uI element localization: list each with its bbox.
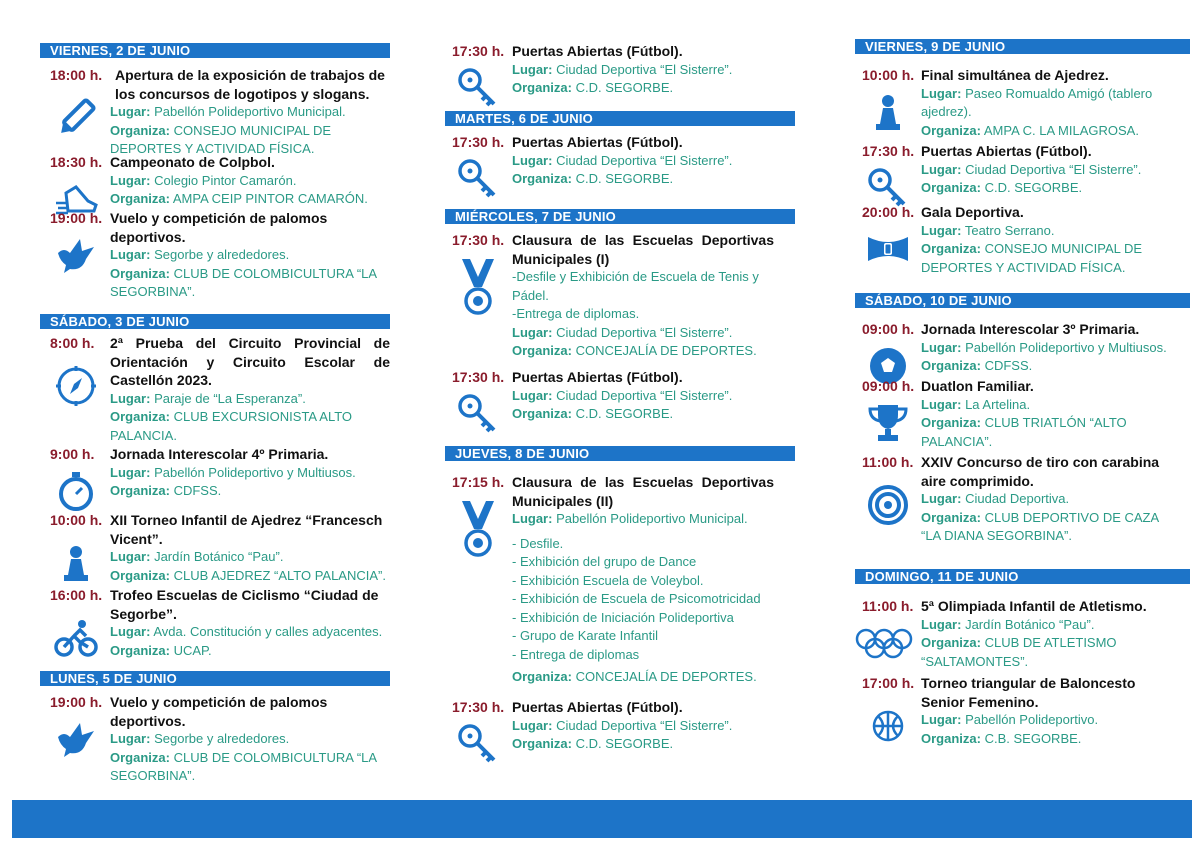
detail-text: C.D. SEGORBE. bbox=[575, 171, 674, 186]
event-title: Jornada Interescolar 3º Primaria. bbox=[921, 321, 1140, 337]
event-title: Trofeo Escuelas de Ciclismo “Ciudad de Segorbe”. bbox=[110, 587, 379, 622]
detail-text: Ciudad Deportiva “El Sisterre”. bbox=[965, 161, 1142, 177]
event-detail bbox=[512, 268, 774, 305]
event-detail bbox=[512, 405, 774, 424]
detail-text: Pabellón Polideportivo. bbox=[965, 712, 1099, 727]
event-detail bbox=[921, 240, 1179, 277]
event-time: 8:00 h. bbox=[50, 335, 95, 351]
detail-label: Lugar: bbox=[110, 731, 151, 746]
detail-label: Lugar: bbox=[921, 712, 962, 727]
medal-icon bbox=[456, 257, 500, 317]
detail-text: C.D. SEGORBE. bbox=[575, 80, 674, 95]
detail-text: CONCEJALÍA DE DEPORTES. bbox=[575, 343, 757, 358]
event-time: 11:00 h. bbox=[862, 598, 914, 614]
detail-label: Lugar: bbox=[110, 464, 151, 480]
event-detail bbox=[512, 535, 774, 554]
event-time: 20:00 h. bbox=[862, 204, 915, 220]
detail-text: Ciudad Deportiva “El Sisterre”. bbox=[556, 387, 733, 403]
cyclist-icon bbox=[54, 616, 98, 660]
detail-text: La Artelina. bbox=[965, 396, 1031, 412]
detail-text: Jardín Botánico “Pau”. bbox=[965, 616, 1095, 632]
event-time: 09:00 h. bbox=[862, 321, 915, 337]
event-detail bbox=[512, 510, 774, 529]
event-body bbox=[110, 66, 390, 159]
detail-label: Lugar: bbox=[921, 85, 962, 101]
compass-icon bbox=[54, 364, 98, 408]
event-detail bbox=[512, 305, 774, 324]
event-detail bbox=[110, 567, 390, 586]
detail-label: Organiza: bbox=[921, 730, 981, 746]
day-header: SÁBADO, 10 DE JUNIO bbox=[855, 293, 1190, 308]
event-detail bbox=[110, 548, 390, 567]
event-title: XXIV Concurso de tiro con carabina aire comprimido. bbox=[921, 454, 1160, 489]
olympic-rings-icon bbox=[854, 621, 914, 665]
detail-label: Lugar: bbox=[110, 247, 151, 262]
detail-label: Lugar: bbox=[110, 549, 151, 564]
detail-label: Lugar: bbox=[921, 339, 962, 355]
detail-label: Organiza: bbox=[921, 180, 981, 195]
detail-text: C.D. SEGORBE. bbox=[575, 406, 674, 421]
detail-text: - Exhibición de Iniciación Polideportiva bbox=[512, 609, 734, 625]
detail-text: Segorbe y alrededores. bbox=[154, 247, 290, 262]
detail-label: Lugar: bbox=[512, 152, 553, 168]
detail-label: Lugar: bbox=[921, 396, 962, 412]
event-detail bbox=[110, 730, 390, 749]
event-time: 9:00 h. bbox=[50, 446, 95, 462]
footer-band bbox=[12, 800, 1192, 838]
detail-text: C.D. SEGORBE. bbox=[984, 180, 1083, 195]
detail-text: Paseo Romualdo Amigó (tablero ajedrez). bbox=[921, 85, 1153, 119]
day-header: SÁBADO, 3 DE JUNIO bbox=[40, 314, 390, 329]
event-title: Vuelo y competición de palomos deportivos. bbox=[110, 210, 328, 245]
detail-label: Lugar: bbox=[110, 104, 151, 119]
key-icon bbox=[456, 157, 500, 201]
detail-text: Ciudad Deportiva “El Sisterre”. bbox=[556, 717, 733, 733]
detail-label: Organiza: bbox=[110, 191, 170, 206]
detail-text: Pabellón Polideportivo Municipal. bbox=[154, 104, 346, 119]
event-title: XII Torneo Infantil de Ajedrez “Francesch Vicent”. bbox=[110, 512, 383, 547]
day-header: VIERNES, 2 DE JUNIO bbox=[40, 43, 390, 58]
detail-text: - Exhibición del grupo de Dance bbox=[512, 554, 697, 569]
key-icon bbox=[456, 392, 500, 436]
event-detail bbox=[512, 646, 774, 665]
event-time: 10:00 h. bbox=[862, 67, 915, 83]
event-detail bbox=[921, 634, 1179, 671]
event-detail bbox=[512, 717, 774, 736]
event-time: 18:00 h. bbox=[50, 67, 103, 83]
event-detail bbox=[512, 79, 774, 98]
detail-label: Organiza: bbox=[110, 122, 170, 138]
event-time: 19:00 h. bbox=[50, 210, 103, 226]
detail-text: CLUB TRIATLÓN “ALTO PALANCIA”. bbox=[921, 415, 1127, 449]
event-detail bbox=[110, 408, 390, 445]
event-time: 10:00 h. bbox=[50, 512, 103, 528]
event-detail bbox=[921, 730, 1179, 749]
event-title: Gala Deportiva. bbox=[921, 204, 1024, 220]
detail-text: - Grupo de Karate Infantil bbox=[512, 628, 658, 643]
event-title: 2ª Prueba del Circuito Provincial de Orientación y Circuito Escolar de Castellón 2023. bbox=[110, 335, 390, 388]
detail-text: CONSEJO MUNICIPAL DE DEPORTES Y ACTIVIDAD FÍSICA. bbox=[921, 241, 1143, 275]
event-detail bbox=[110, 623, 390, 642]
event-body bbox=[110, 153, 390, 209]
event-detail bbox=[921, 616, 1179, 635]
detail-label: Lugar: bbox=[921, 616, 962, 632]
event-detail bbox=[921, 711, 1179, 730]
event-title: Campeonato de Colpbol. bbox=[110, 154, 275, 170]
event-detail bbox=[110, 103, 390, 122]
event-detail bbox=[921, 396, 1179, 415]
event-body bbox=[512, 698, 774, 754]
event-detail bbox=[512, 735, 774, 754]
target-icon bbox=[866, 483, 910, 527]
detail-text: Colegio Pintor Camarón. bbox=[154, 172, 297, 188]
detail-label: Organiza: bbox=[110, 642, 170, 658]
event-body bbox=[921, 674, 1179, 748]
event-detail bbox=[110, 190, 390, 209]
event-time: 11:00 h. bbox=[862, 454, 914, 470]
detail-text: Ciudad Deportiva “El Sisterre”. bbox=[556, 324, 733, 340]
event-title: Puertas Abiertas (Fútbol). bbox=[512, 43, 683, 59]
event-body bbox=[512, 368, 774, 424]
event-detail bbox=[921, 509, 1179, 546]
detail-label: Lugar: bbox=[512, 717, 553, 733]
event-body bbox=[921, 320, 1179, 376]
event-detail bbox=[921, 339, 1179, 358]
detail-label: Lugar: bbox=[512, 61, 553, 77]
detail-label: Organiza: bbox=[921, 415, 981, 430]
detail-label: Organiza: bbox=[110, 567, 170, 583]
detail-label: Organiza: bbox=[512, 736, 572, 751]
event-detail bbox=[512, 61, 774, 80]
event-detail bbox=[110, 642, 390, 661]
chess-pawn-icon bbox=[54, 541, 98, 585]
event-time: 17:30 h. bbox=[452, 369, 505, 385]
detail-label: Organiza: bbox=[921, 509, 981, 525]
detail-label: Organiza: bbox=[921, 241, 981, 256]
dove-icon bbox=[54, 717, 98, 761]
detail-label: Organiza: bbox=[921, 358, 981, 373]
detail-text: Jardín Botánico “Pau”. bbox=[154, 549, 284, 564]
detail-label: Organiza: bbox=[921, 635, 981, 650]
event-title: Final simultánea de Ajedrez. bbox=[921, 67, 1109, 83]
detail-text: - Exhibición de Escuela de Psicomotricidad bbox=[512, 591, 761, 606]
event-detail bbox=[512, 342, 774, 361]
detail-text: -Desfile y Exhibición de Escuela de Tenis y Pádel. bbox=[512, 269, 759, 303]
day-header: MIÉRCOLES, 7 DE JUNIO bbox=[445, 209, 795, 224]
event-detail bbox=[921, 85, 1179, 122]
detail-text: - Desfile. bbox=[512, 535, 564, 551]
event-detail bbox=[110, 749, 390, 786]
event-detail bbox=[512, 152, 774, 171]
detail-label: Lugar: bbox=[512, 511, 553, 526]
detail-text: CDFSS. bbox=[173, 483, 222, 498]
detail-text: AMPA CEIP PINTOR CAMARÓN. bbox=[172, 191, 368, 206]
detail-label: Organiza: bbox=[110, 409, 170, 424]
event-detail bbox=[110, 482, 390, 501]
event-detail bbox=[921, 357, 1179, 376]
detail-text: Teatro Serrano. bbox=[964, 222, 1055, 238]
event-body bbox=[921, 203, 1179, 277]
event-detail bbox=[110, 172, 390, 191]
event-title: Apertura de la exposición de trabajos de los concursos de logotipos y slogans. bbox=[115, 67, 385, 102]
event-title: Duatlon Familiar. bbox=[921, 378, 1034, 394]
detail-label: Organiza: bbox=[512, 343, 572, 358]
trophy-icon bbox=[866, 401, 910, 445]
event-body bbox=[921, 142, 1179, 198]
event-title: Clausura de las Escuelas Deportivas Municipales (II) bbox=[512, 474, 774, 509]
event-time: 17:30 h. bbox=[452, 232, 505, 248]
bow-tie-icon bbox=[866, 227, 910, 271]
event-body bbox=[921, 453, 1179, 546]
event-title: Puertas Abiertas (Fútbol). bbox=[512, 369, 683, 385]
event-time: 17:30 h. bbox=[862, 143, 915, 159]
event-title: Puertas Abiertas (Fútbol). bbox=[512, 134, 683, 150]
detail-label: Organiza: bbox=[110, 749, 170, 765]
detail-label: Organiza: bbox=[512, 406, 572, 421]
event-body bbox=[110, 586, 390, 660]
detail-label: Organiza: bbox=[512, 80, 572, 95]
detail-text: Pabellón Polideportivo y Multiusos. bbox=[154, 464, 356, 480]
detail-label: Lugar: bbox=[921, 161, 962, 177]
event-title: Puertas Abiertas (Fútbol). bbox=[921, 143, 1092, 159]
event-body bbox=[512, 231, 774, 361]
event-detail bbox=[512, 609, 774, 628]
detail-text: CONSEJO MUNICIPAL DE DEPORTES Y ACTIVIDAD FÍSICA. bbox=[110, 122, 332, 156]
detail-text: - Exhibición Escuela de Voleybol. bbox=[512, 572, 704, 588]
detail-label: Organiza: bbox=[921, 122, 981, 138]
event-detail bbox=[512, 627, 774, 646]
detail-label: Lugar: bbox=[921, 491, 962, 506]
event-title: Clausura de las Escuelas Deportivas Municipales (I) bbox=[512, 232, 774, 267]
event-time: 17:00 h. bbox=[862, 675, 915, 691]
detail-text: CLUB DEPORTIVO DE CAZA “LA DIANA SEGORBINA”. bbox=[921, 509, 1159, 543]
detail-text: -Entrega de diplomas. bbox=[512, 306, 640, 321]
detail-label: Lugar: bbox=[512, 324, 553, 340]
detail-text: - Entrega de diplomas bbox=[512, 646, 640, 662]
detail-text: C.D. SEGORBE. bbox=[575, 736, 674, 751]
event-time: 19:00 h. bbox=[50, 694, 103, 710]
day-header: DOMINGO, 11 DE JUNIO bbox=[855, 569, 1190, 584]
event-detail bbox=[921, 222, 1179, 241]
detail-label: Organiza: bbox=[512, 669, 572, 684]
detail-text: Avda. Constitución y calles adyacentes. bbox=[153, 624, 383, 639]
event-detail bbox=[512, 668, 774, 687]
event-body bbox=[921, 597, 1179, 671]
day-header: JUEVES, 8 DE JUNIO bbox=[445, 446, 795, 461]
detail-text: Ciudad Deportiva “El Sisterre”. bbox=[556, 61, 733, 77]
stopwatch-icon bbox=[54, 469, 98, 513]
detail-text: CDFSS. bbox=[984, 358, 1033, 373]
event-detail bbox=[110, 246, 390, 265]
detail-text: CLUB AJEDREZ “ALTO PALANCIA”. bbox=[173, 567, 386, 583]
detail-text: Paraje de “La Esperanza”. bbox=[154, 390, 306, 406]
event-detail bbox=[512, 553, 774, 572]
detail-text: C.B. SEGORBE. bbox=[984, 730, 1082, 746]
detail-text: Pabellón Polideportivo Municipal. bbox=[556, 511, 748, 526]
event-time: 09:00 h. bbox=[862, 378, 915, 394]
detail-label: Organiza: bbox=[110, 265, 170, 281]
event-detail bbox=[110, 265, 390, 302]
day-header: VIERNES, 9 DE JUNIO bbox=[855, 39, 1190, 54]
event-time: 17:30 h. bbox=[452, 134, 505, 150]
event-body bbox=[512, 473, 774, 687]
event-time: 17:30 h. bbox=[452, 43, 505, 59]
event-body bbox=[512, 42, 774, 98]
detail-text: AMPA C. LA MILAGROSA. bbox=[983, 122, 1139, 138]
dove-icon bbox=[54, 233, 98, 277]
key-icon bbox=[456, 722, 500, 766]
detail-text: Pabellón Polideportivo y Multiusos. bbox=[965, 339, 1167, 355]
event-title: 5ª Olimpiada Infantil de Atletismo. bbox=[921, 598, 1147, 614]
event-body bbox=[512, 133, 774, 189]
event-detail bbox=[512, 572, 774, 591]
event-detail bbox=[921, 414, 1179, 451]
detail-text: Ciudad Deportiva. bbox=[965, 491, 1070, 506]
event-time: 17:30 h. bbox=[452, 699, 505, 715]
detail-label: Lugar: bbox=[110, 390, 151, 406]
event-detail bbox=[110, 390, 390, 409]
event-title: Torneo triangular de Baloncesto Senior Femenino. bbox=[921, 675, 1136, 710]
pencil-icon bbox=[54, 96, 98, 140]
event-body bbox=[110, 511, 390, 585]
detail-text: CLUB DE COLOMBICULTURA “LA SEGORBINA”. bbox=[110, 749, 377, 783]
basketball-icon bbox=[866, 704, 910, 748]
detail-label: Lugar: bbox=[921, 222, 962, 238]
event-detail bbox=[512, 590, 774, 609]
event-body bbox=[921, 377, 1179, 451]
event-detail bbox=[512, 170, 774, 189]
detail-text: UCAP. bbox=[173, 642, 212, 658]
detail-label: Lugar: bbox=[110, 624, 151, 639]
detail-text: Ciudad Deportiva “El Sisterre”. bbox=[556, 152, 733, 168]
event-detail bbox=[512, 324, 774, 343]
medal-icon bbox=[456, 499, 500, 559]
detail-label: Organiza: bbox=[512, 171, 572, 186]
event-body bbox=[110, 693, 390, 786]
chess-pawn-icon bbox=[866, 90, 910, 134]
event-body bbox=[921, 66, 1179, 140]
event-time: 18:30 h. bbox=[50, 154, 103, 170]
event-detail bbox=[921, 490, 1179, 509]
event-title: Vuelo y competición de palomos deportivos. bbox=[110, 694, 328, 729]
detail-label: Organiza: bbox=[110, 483, 170, 498]
detail-label: Lugar: bbox=[512, 387, 553, 403]
event-detail bbox=[110, 464, 390, 483]
detail-text: CLUB DE COLOMBICULTURA “LA SEGORBINA”. bbox=[110, 265, 377, 299]
event-body bbox=[110, 445, 390, 501]
detail-label: Lugar: bbox=[110, 172, 151, 188]
event-body bbox=[110, 334, 390, 445]
event-detail bbox=[921, 179, 1179, 198]
detail-text: Segorbe y alrededores. bbox=[154, 731, 290, 746]
key-icon bbox=[456, 66, 500, 110]
event-detail bbox=[921, 161, 1179, 180]
event-time: 17:15 h. bbox=[452, 474, 505, 490]
detail-text: CLUB EXCURSIONISTA ALTO PALANCIA. bbox=[110, 409, 353, 443]
day-header: MARTES, 6 DE JUNIO bbox=[445, 111, 795, 126]
detail-text: CONCEJALÍA DE DEPORTES. bbox=[575, 669, 757, 684]
event-time: 16:00 h. bbox=[50, 587, 103, 603]
event-title: Puertas Abiertas (Fútbol). bbox=[512, 699, 683, 715]
event-body bbox=[110, 209, 390, 302]
event-title: Jornada Interescolar 4º Primaria. bbox=[110, 446, 329, 462]
event-detail bbox=[921, 122, 1179, 141]
detail-text: CLUB DE ATLETISMO “SALTAMONTES”. bbox=[921, 635, 1117, 669]
event-detail bbox=[512, 387, 774, 406]
day-header: LUNES, 5 DE JUNIO bbox=[40, 671, 390, 686]
